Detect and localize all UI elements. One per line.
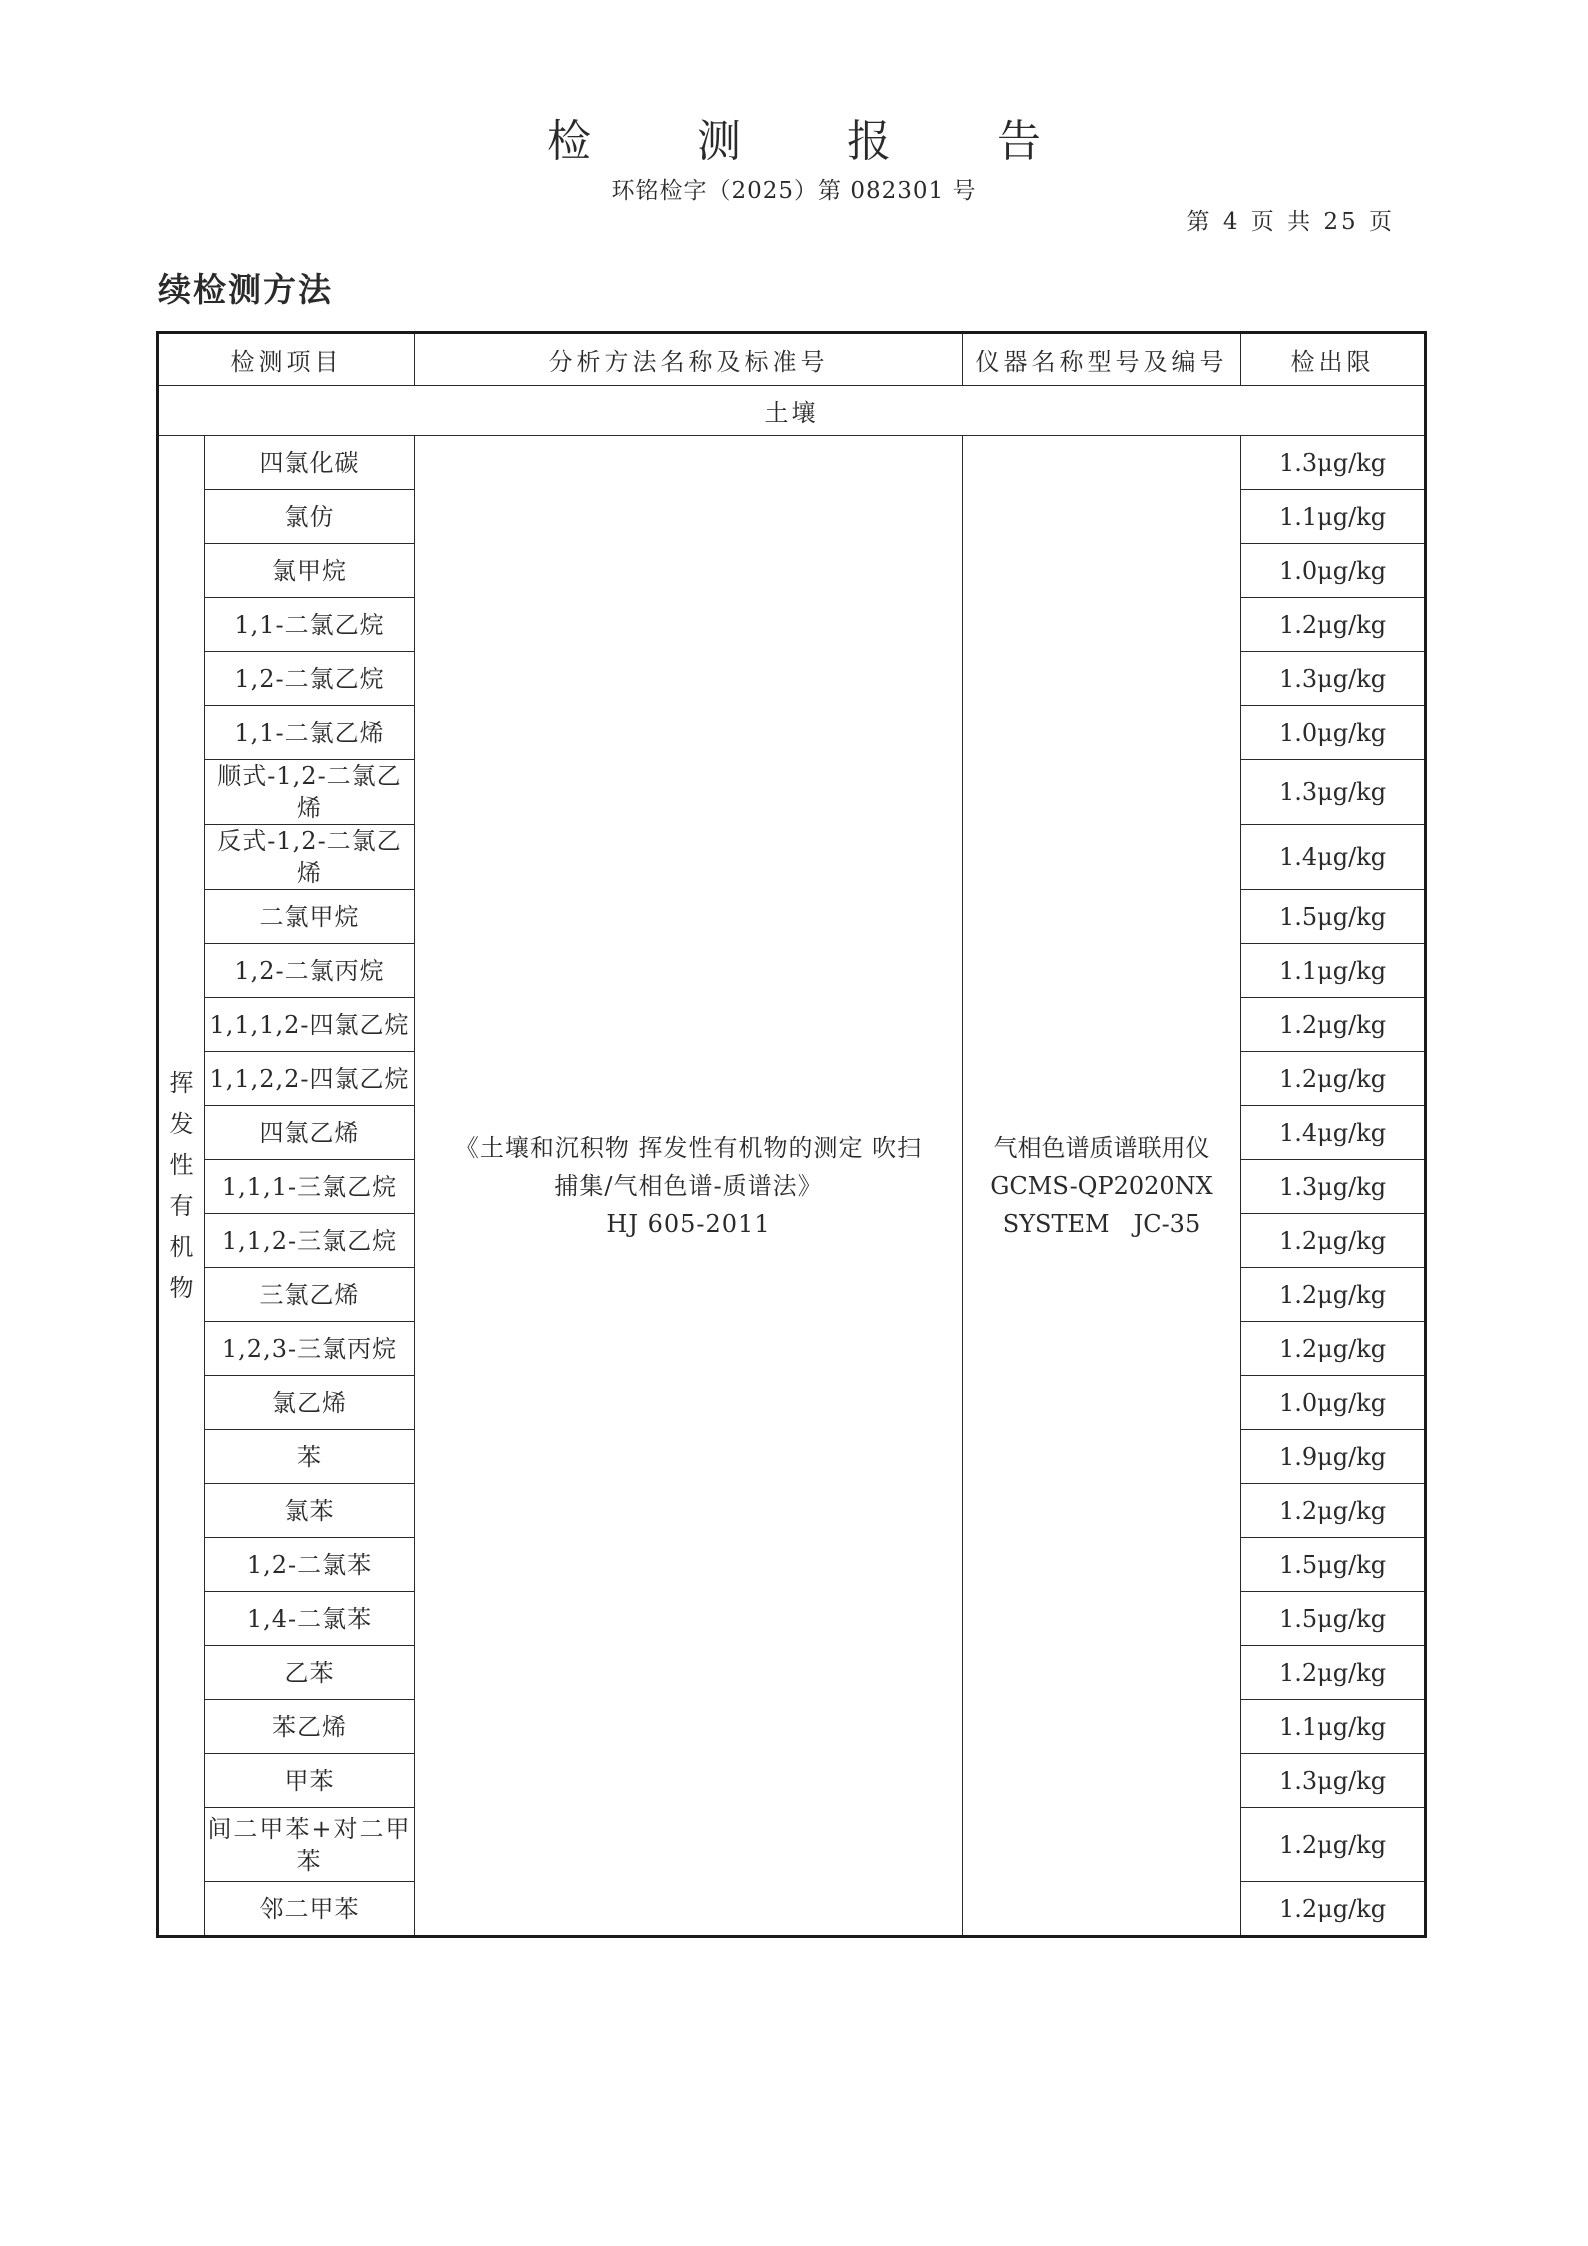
limit-cell: 1.2μg/kg — [1241, 998, 1426, 1052]
section-heading: 续检测方法 — [158, 270, 333, 309]
item-cell: 1,2-二氯苯 — [205, 1538, 415, 1592]
item-cell: 间二甲苯+对二甲苯 — [205, 1808, 415, 1882]
category-cell: 挥发性有机物 — [158, 436, 205, 1937]
limit-cell: 1.2μg/kg — [1241, 1646, 1426, 1700]
limit-cell: 1.1μg/kg — [1241, 490, 1426, 544]
item-cell: 甲苯 — [205, 1754, 415, 1808]
matrix-row — [158, 386, 1426, 436]
method-line3: HJ 605-2011 — [606, 1209, 771, 1238]
item-cell: 1,1,1,2-四氯乙烷 — [205, 998, 415, 1052]
limit-cell: 1.4μg/kg — [1241, 1106, 1426, 1160]
limit-cell: 1.3μg/kg — [1241, 1160, 1426, 1214]
item-cell: 氯仿 — [205, 490, 415, 544]
item-cell: 苯 — [205, 1430, 415, 1484]
method-cell — [415, 436, 963, 1937]
limit-cell: 1.5μg/kg — [1241, 1592, 1426, 1646]
limit-cell: 1.3μg/kg — [1241, 760, 1426, 825]
instrument-line2: GCMS-QP2020NX — [990, 1171, 1213, 1200]
item-cell: 1,1,2,2-四氯乙烷 — [205, 1052, 415, 1106]
item-cell: 氯乙烯 — [205, 1376, 415, 1430]
item-cell: 1,2,3-三氯丙烷 — [205, 1322, 415, 1376]
header-method: 分析方法名称及标准号 — [415, 333, 963, 386]
limit-cell: 1.1μg/kg — [1241, 944, 1426, 998]
item-cell: 1,2-二氯乙烷 — [205, 652, 415, 706]
limit-cell: 1.3μg/kg — [1241, 436, 1426, 490]
item-cell: 氯苯 — [205, 1484, 415, 1538]
limit-cell: 1.1μg/kg — [1241, 1700, 1426, 1754]
item-cell: 反式-1,2-二氯乙烯 — [205, 825, 415, 890]
item-cell: 顺式-1,2-二氯乙烯 — [205, 760, 415, 825]
limit-cell: 1.2μg/kg — [1241, 1268, 1426, 1322]
item-cell: 三氯乙烯 — [205, 1268, 415, 1322]
item-cell: 四氯化碳 — [205, 436, 415, 490]
item-cell: 1,1,1-三氯乙烷 — [205, 1160, 415, 1214]
instrument-cell — [963, 436, 1241, 1937]
limit-cell: 1.0μg/kg — [1241, 544, 1426, 598]
limit-cell: 1.2μg/kg — [1241, 1322, 1426, 1376]
limit-cell: 1.2μg/kg — [1241, 1214, 1426, 1268]
methods-table — [156, 331, 1427, 1938]
header-instrument: 仪器名称型号及编号 — [963, 333, 1241, 386]
item-cell: 1,4-二氯苯 — [205, 1592, 415, 1646]
limit-cell: 1.5μg/kg — [1241, 1538, 1426, 1592]
item-cell: 1,2-二氯丙烷 — [205, 944, 415, 998]
report-title: 检 测 报 告 — [547, 116, 1087, 167]
limit-cell: 1.3μg/kg — [1241, 1754, 1426, 1808]
header-limit: 检出限 — [1241, 333, 1426, 386]
matrix-label: 土壤 — [158, 386, 1426, 436]
limit-cell: 1.3μg/kg — [1241, 652, 1426, 706]
limit-cell: 1.2μg/kg — [1241, 1052, 1426, 1106]
item-cell: 乙苯 — [205, 1646, 415, 1700]
limit-cell: 1.2μg/kg — [1241, 1484, 1426, 1538]
item-cell: 氯甲烷 — [205, 544, 415, 598]
method-line1: 《土壤和沉积物 挥发性有机物的测定 吹扫 — [454, 1133, 923, 1162]
page-info: 第 4 页 共 25 页 — [1186, 209, 1395, 235]
item-cell: 1,1-二氯乙烷 — [205, 598, 415, 652]
table-row — [158, 436, 1426, 490]
limit-cell: 1.5μg/kg — [1241, 890, 1426, 944]
limit-cell: 1.4μg/kg — [1241, 825, 1426, 890]
header-row — [158, 333, 1426, 386]
item-cell: 四氯乙烯 — [205, 1106, 415, 1160]
item-cell: 苯乙烯 — [205, 1700, 415, 1754]
header-item: 检测项目 — [158, 333, 415, 386]
limit-cell: 1.2μg/kg — [1241, 1808, 1426, 1882]
limit-cell: 1.0μg/kg — [1241, 706, 1426, 760]
limit-cell: 1.0μg/kg — [1241, 1376, 1426, 1430]
item-cell: 1,1-二氯乙烯 — [205, 706, 415, 760]
limit-cell: 1.2μg/kg — [1241, 1882, 1426, 1937]
item-cell: 二氯甲烷 — [205, 890, 415, 944]
report-number: 环铭检字（2025）第 082301 号 — [611, 178, 977, 204]
instrument-line3: SYSTEM JC-35 — [1002, 1209, 1201, 1238]
item-cell: 1,1,2-三氯乙烷 — [205, 1214, 415, 1268]
limit-cell: 1.2μg/kg — [1241, 598, 1426, 652]
item-cell: 邻二甲苯 — [205, 1882, 415, 1937]
limit-cell: 1.9μg/kg — [1241, 1430, 1426, 1484]
method-line2: 捕集/气相色谱-质谱法》 — [554, 1171, 823, 1200]
instrument-line1: 气相色谱质谱联用仪 — [993, 1133, 1210, 1162]
